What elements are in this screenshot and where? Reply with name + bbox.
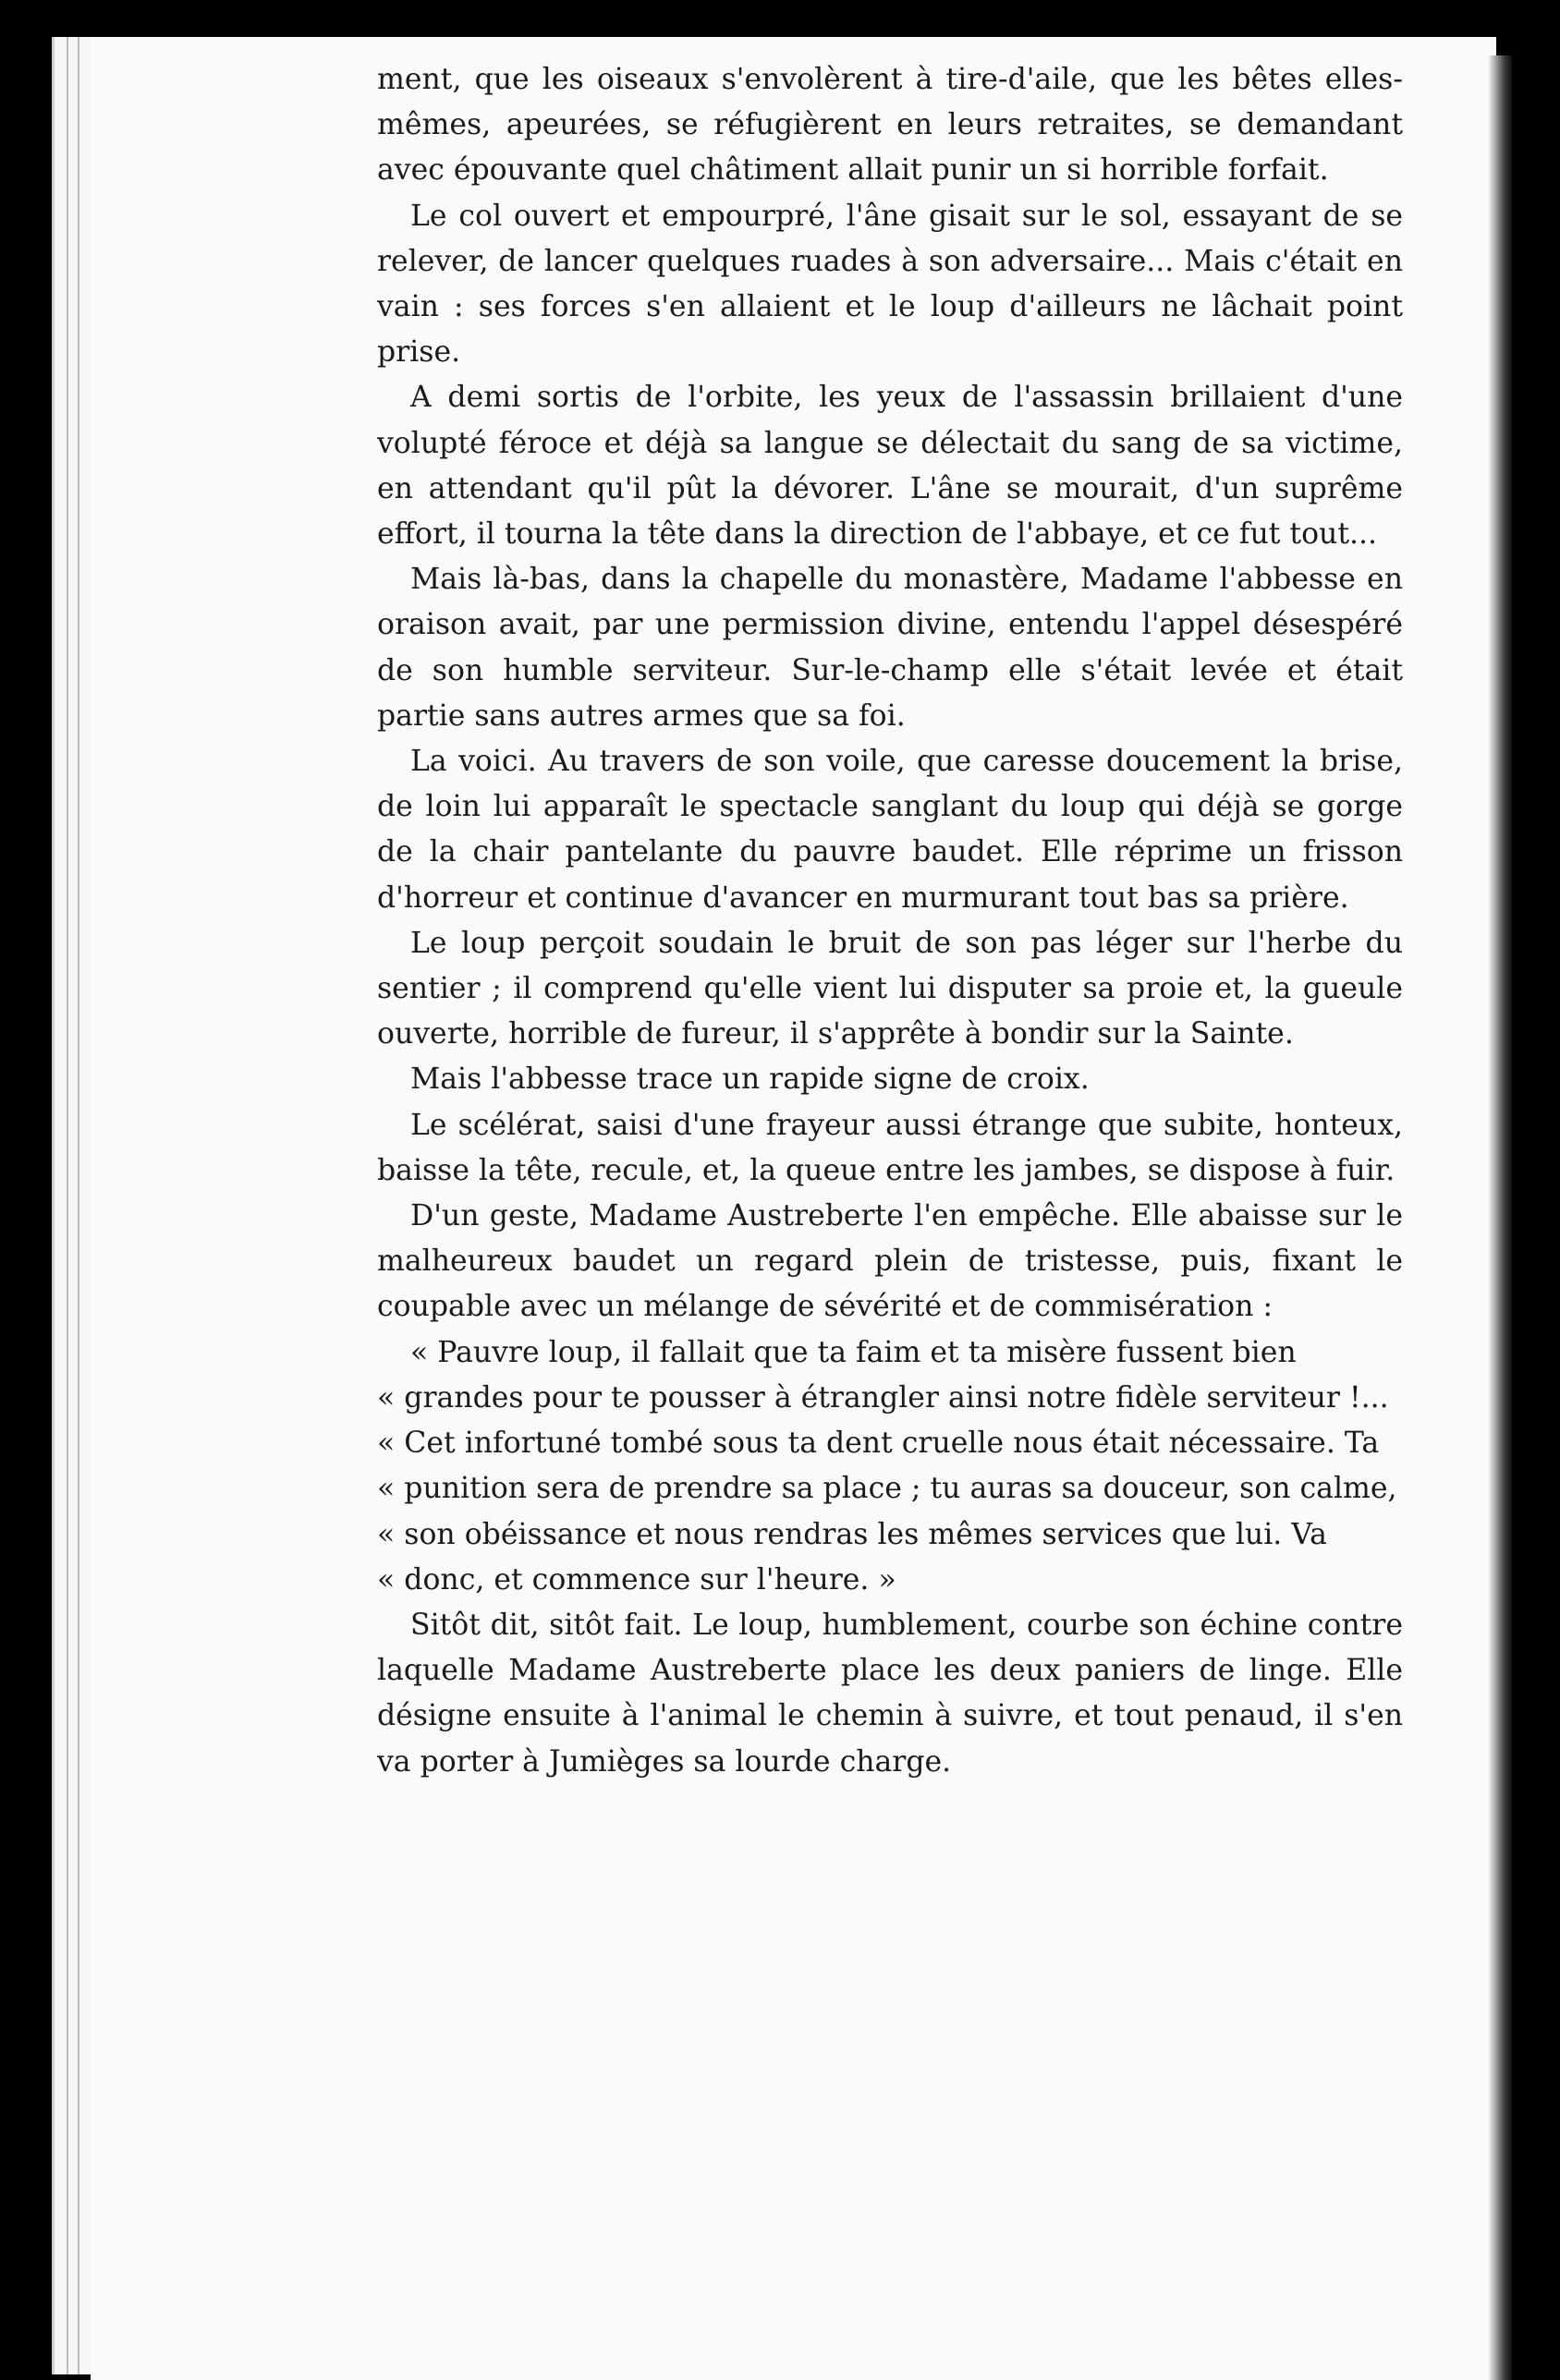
paragraph: A demi sortis de l'orbite, les yeux de l'assassin brillaient d'une volupté féroce et déjà sa langue se délectait du sang de sa victime, en attendant qu'il pût la dévorer. L'âne se mourait, d'un suprême effort, il tourna la tête dans la direction de l'abbaye, et ce fut tout... xyxy=(377,381,1403,552)
speech-line: « punition sera de prendre sa place ; tu auras sa douceur, son calme, xyxy=(377,1472,1397,1506)
paragraph: Le loup perçoit soudain le bruit de son pas léger sur l'herbe du sentier ; il comprend qu'elle vient lui disputer sa proie et, la gueule ouverte, horrible de fureur, il s'apprête à bondir sur la Sainte. xyxy=(377,926,1403,1051)
paragraph: Mais l'abbesse trace un rapide signe de croix. xyxy=(410,1062,1090,1097)
paragraph: ment, que les oiseaux s'envolèrent à tire-d'aile, que les bêtes elles-mêmes, apeurées, se réfugièrent en leurs retraites, se demandant avec épouvante quel châtiment allait punir un si horrible forfait. xyxy=(377,63,1403,188)
paragraph: Mais là-bas, dans la chapelle du monastère, Madame l'abbesse en oraison avait, par une permission divine, entendu l'appel désespéré de son humble serviteur. Sur-le-champ elle s'était levée et était partie sans autres armes que sa foi. xyxy=(377,563,1403,733)
paragraph: D'un geste, Madame Austreberte l'en empêche. Elle abaisse sur le malheureux baudet un regard plein de tristesse, puis, fixant le coupable avec un mélange de sévérité et de commisération : xyxy=(377,1199,1403,1324)
paragraph: La voici. Au travers de son voile, que caresse doucement la brise, de loin lui apparaît le spectacle sanglant du loup qui déjà se gorge de la chair pantelante du pauvre baudet. Elle réprime un frisson d'horreur et continue d'avancer en murmurant tout bas sa prière. xyxy=(377,745,1403,915)
speech-line: « donc, et commence sur l'heure. » xyxy=(377,1562,896,1597)
body-text xyxy=(377,57,1403,1785)
abbess-speech xyxy=(377,1330,1403,1603)
page-gutter-shadow xyxy=(1488,55,1512,2380)
paragraph: Le col ouvert et empourpré, l'âne gisait sur le sol, essayant de se relever, de lancer quelques ruades à son adversaire... Mais c'était en vain : ses forces s'en allaient et le loup d'ailleurs ne lâchait point prise. xyxy=(377,199,1403,370)
speech-line: « son obéissance et nous rendras les mêmes services que lui. Va xyxy=(377,1517,1327,1551)
speech-line: « Cet infortuné tombé sous ta dent cruelle nous était nécessaire. Ta xyxy=(377,1427,1380,1461)
speech-line: « Pauvre loup, il fallait que ta faim et ta misère fussent bien xyxy=(410,1335,1297,1369)
speech-line: « grandes pour te pousser à étrangler ainsi notre fidèle serviteur !... xyxy=(377,1380,1389,1415)
paragraph: Le scélérat, saisi d'une frayeur aussi étrange que subite, honteux, baisse la tête, recule, et, la queue entre les jambes, se dispose à fuir. xyxy=(377,1108,1403,1187)
closing-paragraph: Sitôt dit, sitôt fait. Le loup, humblement, courbe son échine contre laquelle Madame Austreberte place les deux paniers de linge. Elle désigne ensuite à l'animal le chemin à suivre, et tout penaud, il s'en va porter à Jumièges sa lourde charge. xyxy=(377,1608,1403,1779)
page-edge-line xyxy=(67,37,68,2374)
page-edge-line xyxy=(78,37,79,2374)
